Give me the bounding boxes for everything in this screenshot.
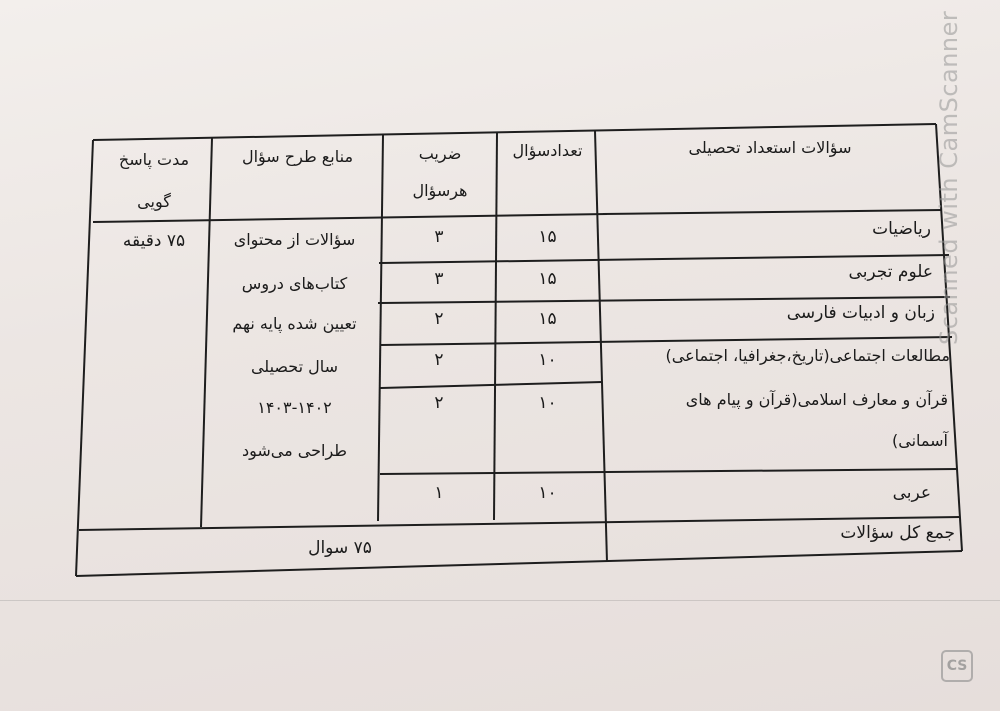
row-5-count: ۱۰ [538,393,557,413]
row-1-count: ۱۵ [538,227,557,247]
scanner-watermark: Scanned with CamScanner [935,10,963,345]
header-bottom-right [603,210,942,214]
row-6-count: ۱۰ [538,483,557,503]
header-bottom-left [93,214,607,222]
row-line-4a [380,382,602,388]
row-4-count: ۱۰ [538,350,557,370]
header-duration-line1: مدت پاسخ [118,150,190,169]
row-3-count: ۱۵ [538,309,557,329]
total-value: ۷۵ سوال [308,538,372,558]
total-label: جمع کل سؤالات [840,523,955,543]
header-duration-line2: گویی [137,192,171,211]
row-5-subject-line2: آسمانی) [891,431,948,450]
table-left-border [76,140,93,576]
sources-line-2: کتاب‌های دروس [241,274,348,293]
sources-line-6: طراحی می‌شود [241,441,348,460]
duration-value: ۷۵ دقیقه [122,231,186,251]
row-2-coef: ۳ [434,269,444,289]
header-count: تعدادسؤال [512,141,583,160]
col-line-coef-sources [378,135,383,521]
camscanner-logo-icon: CS [941,650,973,682]
row-6-coef: ۱ [434,483,444,503]
row-line-5 [380,469,957,474]
sources-line-5: ۱۴۰۳-۱۴۰۲ [257,398,332,417]
header-subject: سؤالات استعداد تحصیلی [688,138,852,157]
row-4-coef: ۲ [434,350,444,370]
sources-line-1: سؤالات از محتوای [233,230,356,249]
sources-line-4: سال تحصیلی [250,357,339,376]
row-1-subject: ریاضیات [872,219,931,239]
header-coef-line1: ضریب [418,144,462,163]
row-2-subject: علوم تجربی [848,262,933,282]
row-5-coef: ۲ [434,393,444,413]
row-1-coef: ۳ [434,227,444,247]
col-line-count-coef [494,133,497,520]
sources-line-3: تعیین شده پایه نهم [232,314,357,333]
header-sources: منابع طرح سؤال [241,147,354,166]
row-4-subject: مطالعات اجتماعی(تاریخ،جغرافیا، اجتماعی) [665,346,950,365]
header-coef-line2: هرسؤال [412,181,468,200]
row-5-subject-line1: قرآن و معارف اسلامی(قرآن و پیام های [685,390,948,409]
col-line-subject-count [595,131,607,562]
row-3-subject: زبان و ادبیات فارسی [786,303,935,323]
row-6-subject: عربی [892,483,931,503]
row-3-coef: ۲ [434,309,444,329]
row-2-count: ۱۵ [538,269,557,289]
row-line-3 [380,337,952,345]
